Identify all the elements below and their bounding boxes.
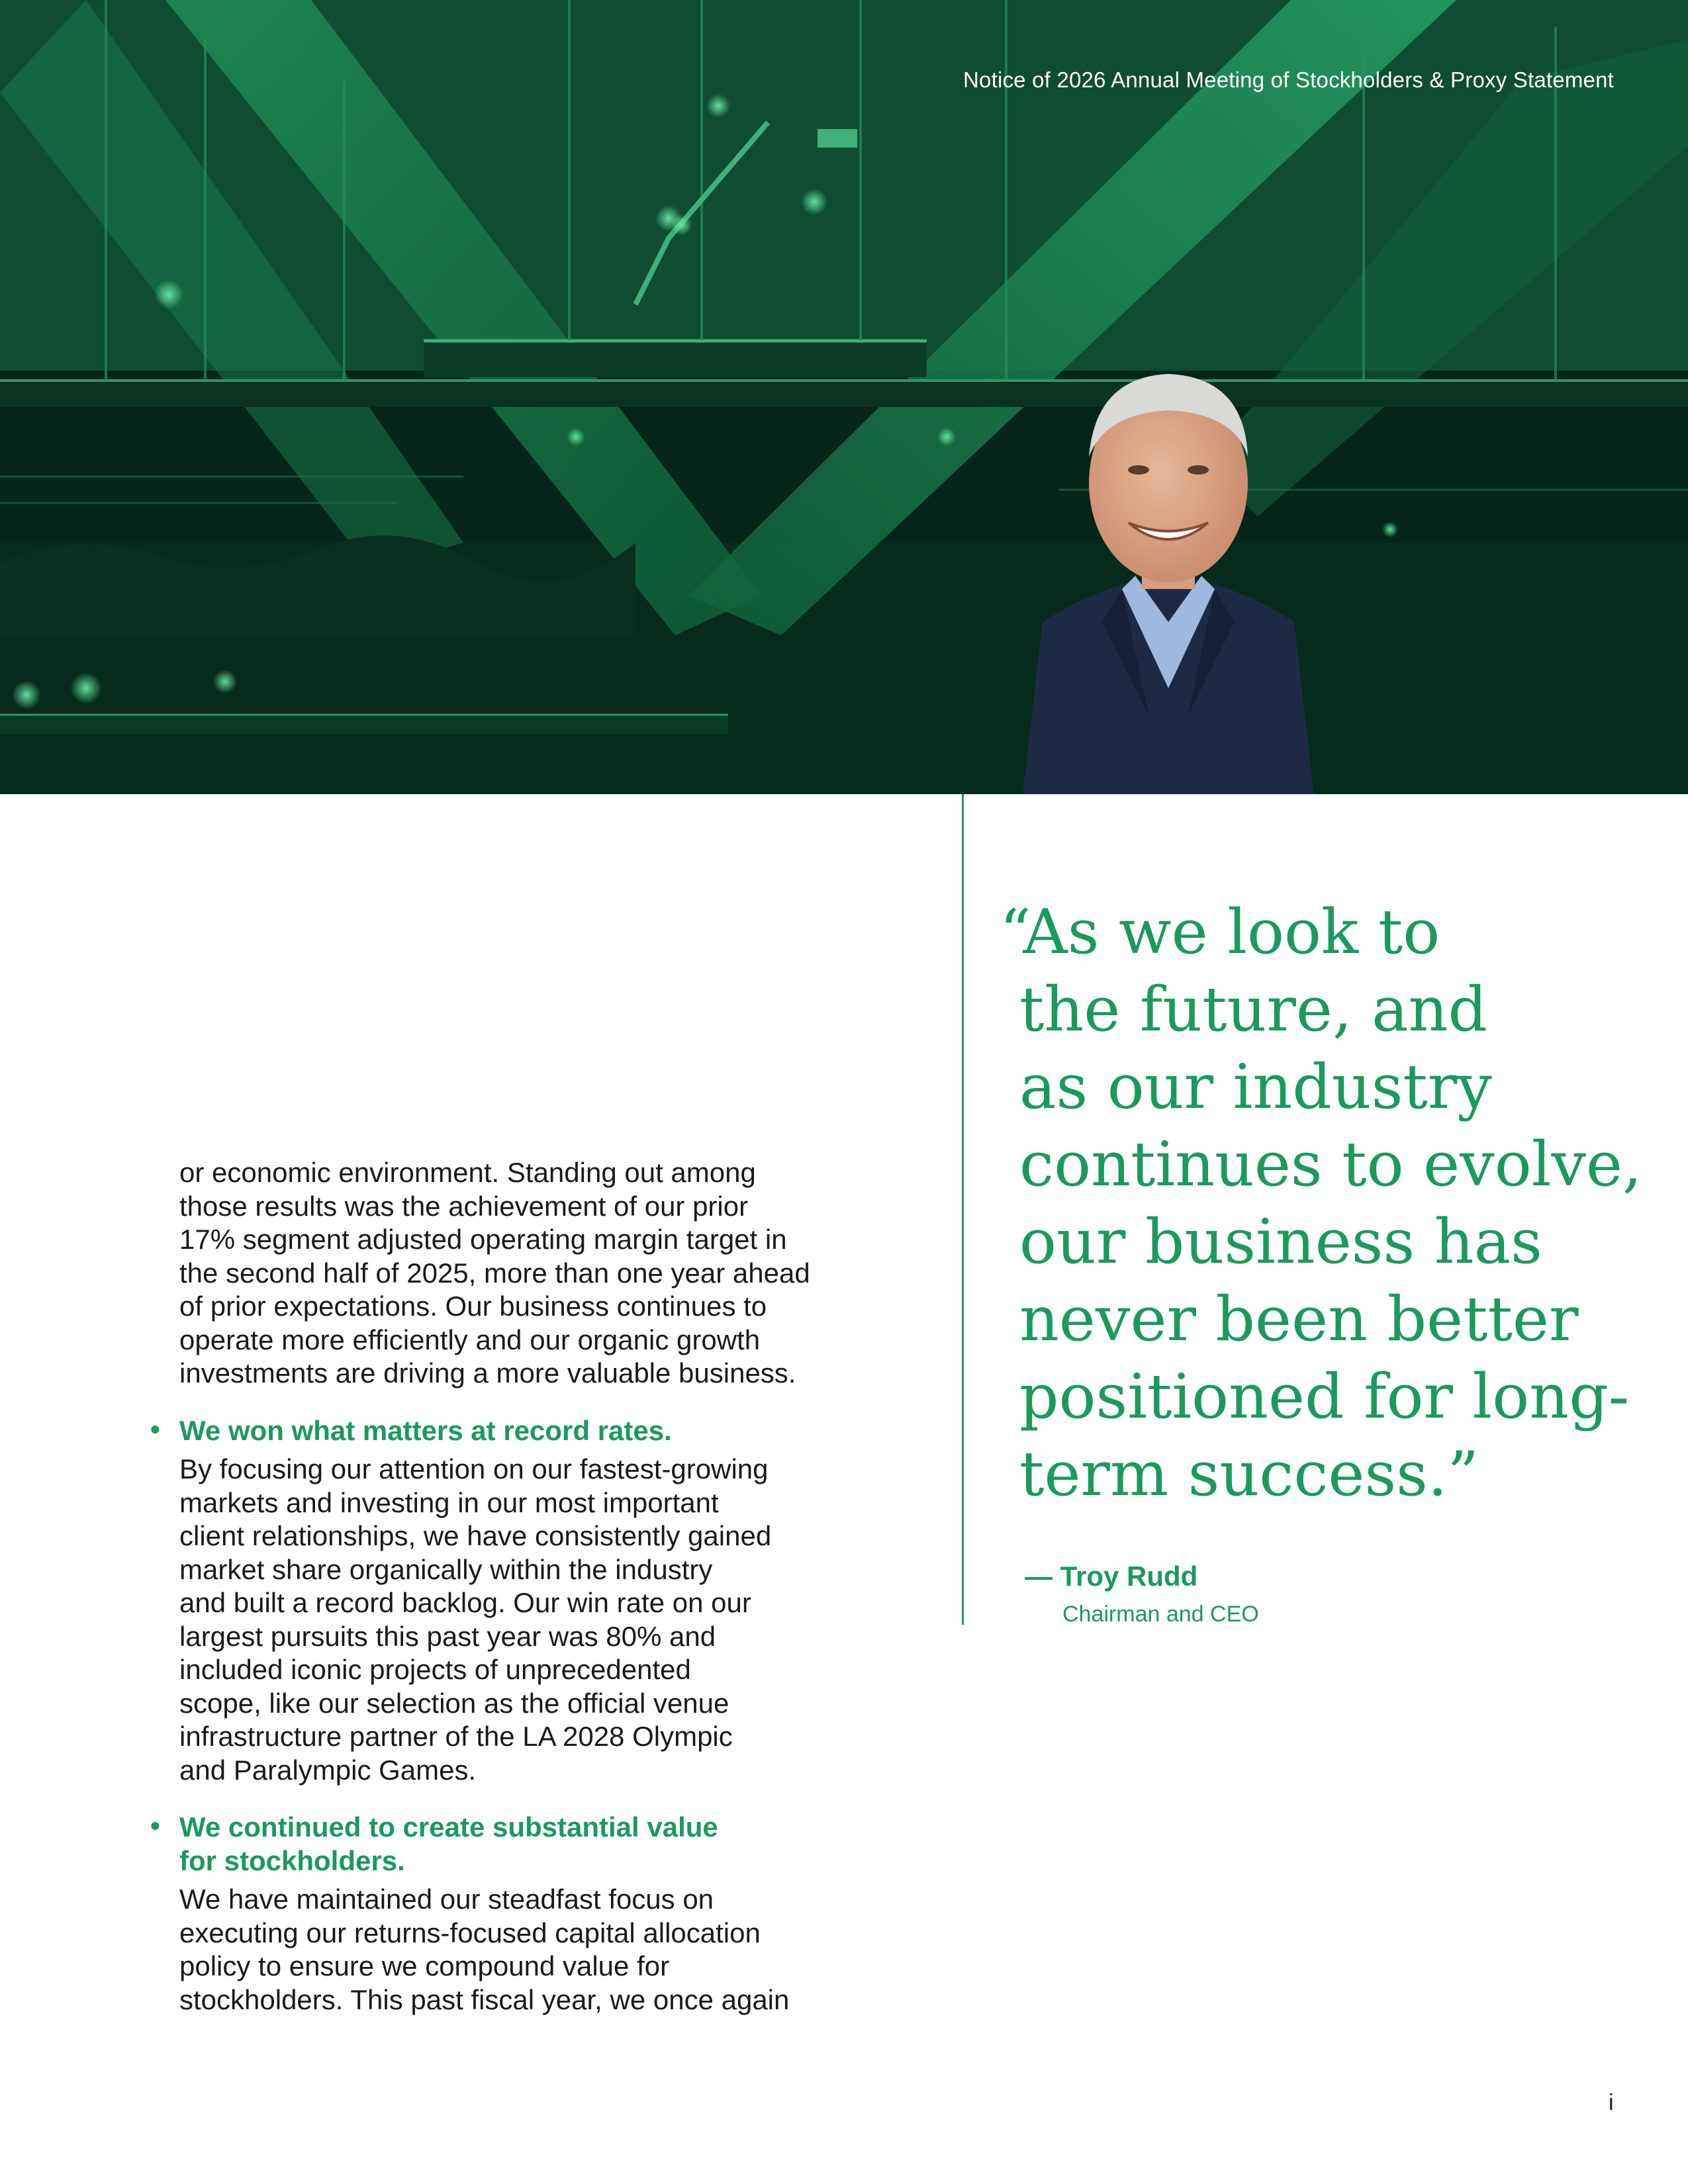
quote-line: continues to evolve, xyxy=(1019,1128,1642,1200)
text-line: market share organically within the industry xyxy=(179,1553,713,1585)
text-line: By focusing our attention on our fastest-growing xyxy=(179,1453,769,1484)
text-line: and Paralympic Games. xyxy=(179,1754,477,1786)
text-line: investments are driving a more valuable business. xyxy=(179,1357,796,1388)
quote-line: never been better xyxy=(1019,1283,1579,1355)
quote-line: the future, and xyxy=(1019,974,1487,1045)
text-line: markets and investing in our most important xyxy=(179,1486,719,1518)
text-line: and built a record backlog. Our win rate on our xyxy=(179,1587,751,1618)
page-number: i xyxy=(1609,2090,1614,2115)
quote-line: positioned for long- xyxy=(1019,1361,1630,1432)
bullet-dot-icon: • xyxy=(150,1413,160,1445)
quote-attribution-name: — Troy Rudd xyxy=(1025,1561,1198,1592)
quote-line: as our industry xyxy=(1019,1051,1492,1122)
hero-banner xyxy=(0,0,1688,794)
text-line: client relationships, we have consistently gained xyxy=(179,1520,772,1551)
bullet-dot-icon: • xyxy=(150,1810,160,1841)
text-line: of prior expectations. Our business continues to xyxy=(179,1291,767,1322)
text-line: included iconic projects of unprecedented xyxy=(179,1654,691,1685)
document-header-title: Notice of 2026 Annual Meeting of Stockholders & Proxy Statement xyxy=(963,68,1614,92)
text-line: infrastructure partner of the LA 2028 Olympic xyxy=(179,1721,733,1752)
bullet-record-rates xyxy=(122,1414,824,1788)
text-line: We have maintained our steadfast focus on xyxy=(179,1884,714,1915)
quote-line: our business has xyxy=(1019,1206,1542,1277)
text-line: stockholders. This past fiscal year, we once again xyxy=(179,1983,790,2015)
text-line: scope, like our selection as the official venue xyxy=(179,1687,729,1719)
bullet-heading: for stockholders. xyxy=(179,1844,405,1876)
text-line: or economic environment. Standing out among xyxy=(179,1157,756,1188)
bridge-night-photo xyxy=(0,0,1688,794)
quote-line: term success.” xyxy=(1019,1438,1479,1510)
ceo-pull-quote xyxy=(1000,893,1642,1513)
text-line: 17% segment adjusted operating margin target in xyxy=(179,1224,787,1255)
text-line: largest pursuits this past year was 80% and xyxy=(179,1620,716,1652)
quote-line: “As we look to xyxy=(1000,896,1440,968)
bullet-heading: We continued to create substantial value xyxy=(179,1811,718,1843)
text-line: operate more efficiently and our organic growth xyxy=(179,1324,761,1355)
text-line: the second half of 2025, more than one year ahead xyxy=(179,1257,810,1289)
quote-attribution-title: Chairman and CEO xyxy=(1062,1602,1259,1627)
ceo-portrait-photo xyxy=(1023,344,1314,794)
bullet-stockholder-value xyxy=(122,1811,824,2017)
vertical-divider xyxy=(962,794,964,1625)
bullet-heading: We won what matters at record rates. xyxy=(179,1414,672,1446)
intro-paragraph xyxy=(122,1156,824,1390)
text-line: policy to ensure we compound value for xyxy=(179,1950,670,1981)
text-line: those results was the achievement of our prior xyxy=(179,1190,749,1222)
text-line: executing our returns-focused capital allocation xyxy=(179,1917,761,1948)
letter-body xyxy=(122,1156,824,2017)
